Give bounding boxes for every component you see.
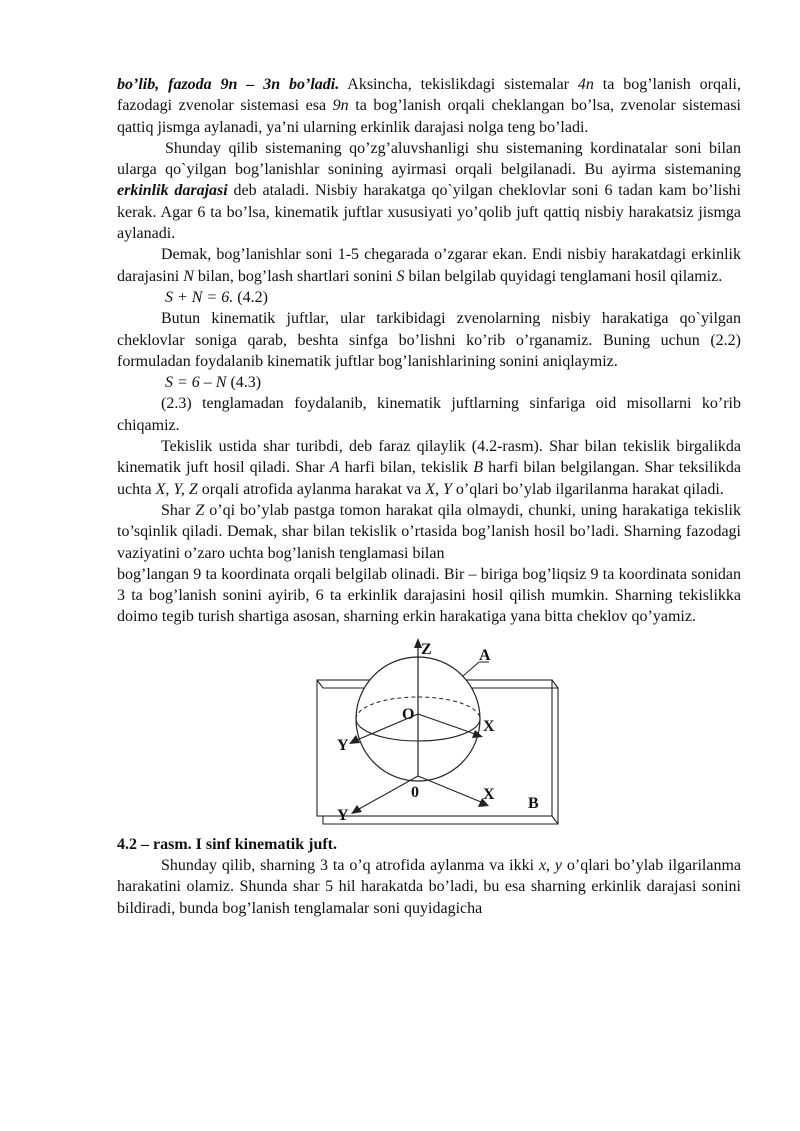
- label-o-center: O: [402, 705, 415, 723]
- document-page: [117, 74, 741, 919]
- label-zero-contact: 0: [411, 783, 419, 801]
- paragraph-1: bo’lib, fazoda 9n – 3n bo’ladi. Aksincha, tekislikdagi sistemalar 4n ta bog’lanish orqali, fazodagi zvenolar sistemasi esa 9n ta bog’lanish orqali cheklangan bo’lsa, zvenolar sistemasi qattiq jismga aylanadi, ya’ni ularning erkinlik darajasi nolga teng bo’ladi.: [117, 76, 742, 136]
- figure-sphere-on-plane: [117, 636, 741, 834]
- label-x-upper: X: [483, 717, 495, 735]
- figure-caption: 4.2 – rasm. I sinf kinematik juft.: [117, 835, 338, 853]
- label-x-lower: X: [483, 785, 495, 803]
- paragraph-6: Tekislik ustida shar turibdi, deb faraz qilaylik (4.2-rasm). Shar bilan tekislik birgalikda kinematik juft hosil qiladi. Shar A harfi bilan, tekislik B harfi bilan belgilangan. Shar teksilikda uchta X, Y, Z orqali atrofida aylanma harakat va X, Y o’qlari bo’ylab ilgarilanma harakat qiladi.: [117, 438, 741, 498]
- label-z: Z: [421, 640, 432, 658]
- sphere-plane-diagram: [117, 636, 741, 834]
- paragraph-8: Shunday qilib, sharning 3 ta o’q atrofida aylanma va ikki x, y o’qlari bo’ylab ilgarilanma harakatini olamiz. Shunda shar 5 hil harakatda bo’ladi, bu esa sharning erkinlik darajasi sonini bildiradi, bunda bog’lanish tenglamalar soni quyidagicha: [117, 857, 742, 917]
- term-erkinlik-darajasi: erkinlik darajasi: [117, 182, 228, 200]
- label-b: B: [528, 794, 539, 812]
- y-axis-lower: [359, 776, 418, 809]
- paragraph-5: (2.3) tenglamadan foydalanib, kinematik juftlarning sinfariga oid misollarni ko’rib chiqamiz.: [117, 395, 741, 434]
- label-y-lower: Y: [337, 806, 349, 824]
- paragraph-2: Shunday qilib sistemaning qo’zg’aluvshanligi shu sistemaning kordinatalar soni bilan ularga qo`yilgan bog’lanishlar sonining ayirmasi orqali belgilanadi. Bu ayirma sistemaning erkinlik darajasi deb ataladi. Nisbiy harakatga qo`yilgan cheklovlar soni 6 tadan kam bo’lishi kerak. Agar 6 ta bo’lsa, kinematik juftlar xususiyati yo’qolib juft qattiq nisbiy harakatsiz jismga aylanadi.: [117, 139, 741, 243]
- paragraph-lead: bo’lib, fazoda 9n – 3n bo’ladi.: [117, 76, 340, 93]
- paragraph-7-continued: bog’langan 9 ta koordinata orqali belgilab olinadi. Bir – biriga bog’liqsiz 9 ta koordinata sonidan 3 ta bog’lanish sonini ayirib, 6 ta erkinlik darajasini hosil qilish mumkin. Sharning tekislikka doimo tegib turish shartiga asosan, sharning erkin harakatiga yana bitta cheklov qo’yamiz.: [117, 565, 741, 626]
- formula-4-2: S + N = 6. (4.2): [165, 288, 268, 306]
- paragraph-7: Shar Z o’qi bo’ylab pastga tomon harakat qila olmaydi, chunki, uning harakatiga tekislik to’sqinlik qiladi. Demak, shar bilan tekislik o’rtasida bog’lanish hosil bo’ladi. Sharning fazodagi vaziyatini o’zaro uchta bog’lanish tenglamasi bilan: [117, 501, 741, 562]
- formula-4-3: S = 6 – N (4.3): [165, 374, 262, 392]
- paragraph-4: Butun kinematik juftlar, ular tarkibidagi zvenolarning nisbiy harakatiga qo`yilgan cheklovlar soniga qarab, beshta sinfga bo’lishni ko’rib o’rganamiz. Buning uchun (2.2) formuladan foydalanib kinematik juftlar bog’lanishlarining sonini aniqlaymiz.: [117, 310, 741, 370]
- x-axis-lower: [418, 776, 481, 802]
- label-a: A: [479, 646, 491, 664]
- label-y-upper: Y: [337, 736, 349, 754]
- paragraph-3: Demak, bog’lanishlar soni 1-5 chegarada o’zgarar ekan. Endi nisbiy harakatdagi erkinlik darajasini N bilan, bog’lash shartlari sonini S bilan belgilab quyidagi tenglamani hosil qilamiz.: [117, 246, 741, 285]
